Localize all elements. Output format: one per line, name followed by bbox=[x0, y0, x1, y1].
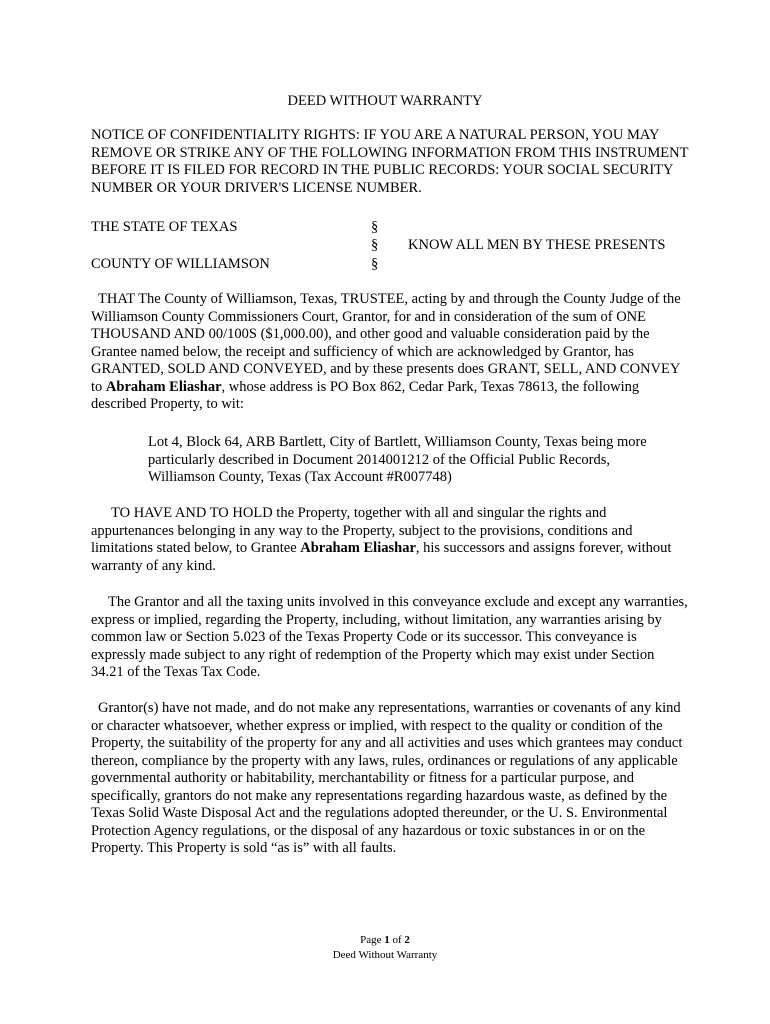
section-symbol-1: § bbox=[371, 219, 379, 235]
document-title: DEED WITHOUT WARRANTY bbox=[287, 93, 483, 109]
warranty-exclusion: The Grantor and all the taxing units involved in this conveyance exclude and except any warranties, express or implied, regarding the Property, including, without limitation, any warranties arising by common law or Section 5.023 of the Texas Property Code or its successor. This conveyance is expressly made subject to any right of redemption of the Property which may exist under Section 34.21 of the Texas Tax Code. bbox=[91, 594, 688, 680]
footer-document-name: Deed Without Warranty bbox=[332, 949, 438, 961]
granting-text-2: , whose address is PO Box 862, Cedar Park, Texas 78613, the following described Property, to wit: bbox=[91, 378, 640, 412]
disclaimer-clause: Grantor(s) have not made, and do not make any representations, warranties or covenants of any kind or character whatsoever, whether express or implied, with respect to the quality or condition of the Property, the suitability of the property for any and all activities and uses which grantees may conduct thereon, compliance by the property with any laws, rules, ordinances or regulations of any applicable governmental authority or habitability, merchantability or fitness for a particular purpose, and specifically, grantors do not make any representations regarding hazardous waste, as defined by the Texas Solid Waste Disposal Act and the regulations adopted thereunder, or the U. S. Environmental Protection Agency regulations, or the disposal of any hazardous or toxic substances in or on the Property. This Property is sold “as is” with all faults. bbox=[91, 700, 683, 856]
habendum-text-2: , his successors and assigns forever, without warranty of any kind. bbox=[91, 540, 672, 574]
county-caption: COUNTY OF WILLIAMSON bbox=[91, 256, 270, 272]
state-caption: THE STATE OF TEXAS bbox=[91, 219, 238, 235]
page-number: Page 1 of 2 bbox=[360, 934, 410, 946]
habendum-clause bbox=[91, 505, 689, 575]
granting-text-1: THAT The County of Williamson, Texas, TRUSTEE, acting by and through the County Judge of the Williamson County Commissioners Court, Grantor, for and in consideration of the sum of ONE THOUSAND AND 00/100S ($1,000.00), and other good and valuable consideration paid by the Grantee named below, the receipt and sufficiency of which are acknowledged by Grantor, has GRANTED, SOLD AND CONVEYED, and by these presents does GRANT, SELL, AND CONVEY to bbox=[91, 291, 681, 395]
section-symbol-2: § bbox=[371, 237, 379, 253]
habendum-grantee-name: Abraham Eliashar bbox=[300, 540, 416, 556]
know-all-men-caption: KNOW ALL MEN BY THESE PRESENTS bbox=[408, 237, 666, 253]
section-symbol-3: § bbox=[371, 256, 379, 272]
granting-clause bbox=[91, 291, 689, 414]
confidentiality-notice: NOTICE OF CONFIDENTIALITY RIGHTS: IF YOU ARE A NATURAL PERSON, YOU MAY REMOVE OR STRIKE ANY OF THE FOLLOWING INFORMATION FROM THIS INSTRUMENT BEFORE IT IS FILED FOR RECORD IN THE PUBLIC RECORDS: YOUR SOCIAL SECURITY NUMBER OR YOUR DRIVER'S LICENSE NUMBER. bbox=[91, 127, 689, 196]
legal-description: Lot 4, Block 64, ARB Bartlett, City of Bartlett, Williamson County, Texas being more particularly described in Document 2014001212 of the Official Public Records, Williamson County, Texas (Tax Account #R007748) bbox=[148, 434, 647, 485]
grantee-name: Abraham Eliashar bbox=[105, 378, 222, 395]
habendum-text-1: TO HAVE AND TO HOLD the Property, together with all and singular the rights and appurtenances belonging in any way to the Property, subject to the provisions, conditions and limitations stated below, to Grantee bbox=[91, 505, 633, 556]
